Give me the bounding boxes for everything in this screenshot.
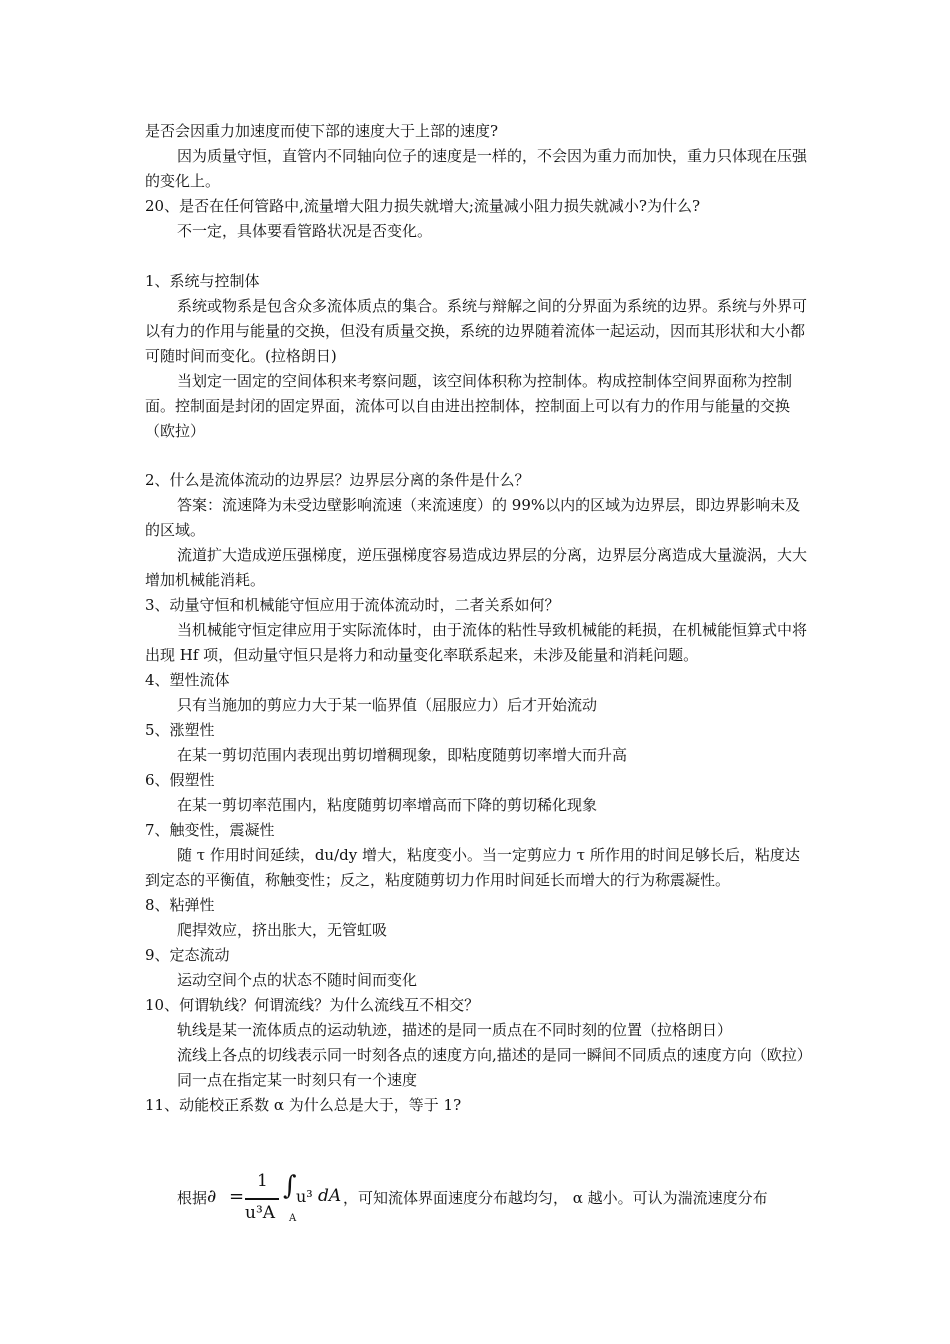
paragraph: 在某一剪切范围内表现出剪切增稠现象，即粘度随剪切率增大而升高: [177, 746, 628, 764]
integral-sign: ∫: [283, 1171, 297, 1201]
paragraph: 流道扩大造成逆压强梯度，逆压强梯度容易造成边界层的分离，边界层分离造成大量漩涡，大大增加机械能消耗。: [145, 546, 808, 589]
paragraph: 当机械能守恒定律应用于实际流体时，由于流体的粘性导致机械能的耗损，在机械能恒算式中将出现 Hf 项，但动量守恒只是将力和动量变化率联系起来，未涉及能量和消耗问题。: [145, 621, 808, 664]
formula-integrand: u³: [296, 1187, 313, 1206]
fraction-bar: [245, 1198, 279, 1200]
formula-suffix: ，可知流体界面速度分布越均匀， α 越小。可认为湍流速度分布: [343, 1189, 768, 1207]
formula-line: [177, 1170, 817, 1226]
paragraph: 答案：流速降为未受边壁影响流速（来流速度）的 99%以内的区域为边界层，即边界影响未及的区域。: [145, 496, 801, 539]
section-heading: 3、动量守恒和机械能守恒应用于流体流动时，二者关系如何？: [145, 596, 560, 614]
section-heading: 7、触变性，震凝性: [145, 821, 275, 839]
section-heading: 11、动能校正系数 α 为什么总是大于，等于 1?: [145, 1096, 462, 1114]
section-heading: 1、系统与控制体: [145, 272, 260, 290]
paragraph: 当划定一固定的空间体积来考察问题，该空间体积称为控制体。构成控制体空间界面称为控制面。控制面是封闭的固定界面，流体可以自由进出控制体，控制面上可以有力的作用与能量的交换（欧拉）: [145, 372, 793, 440]
formula-dA: dA: [318, 1186, 342, 1206]
paragraph: 同一点在指定某一时刻只有一个速度: [177, 1071, 418, 1089]
paragraph: 流线上各点的切线表示同一时刻各点的速度方向,描述的是同一瞬间不同质点的速度方向（欧拉）: [177, 1046, 812, 1064]
paragraph: 不一定，具体要看管路状况是否变化。: [177, 222, 433, 240]
section-heading: 9、定态流动: [145, 946, 230, 964]
question-heading: 20、是否在任何管路中,流量增大阻力损失就增大;流量减小阻力损失就减小?为什么?: [145, 197, 700, 215]
paragraph: 运动空间个点的状态不随时间而变化: [177, 971, 418, 989]
formula-prefix: 根据: [177, 1189, 208, 1207]
paragraph: 只有当施加的剪应力大于某一临界值（屈服应力）后才开始流动: [177, 696, 598, 714]
text-block-system: [145, 269, 810, 444]
formula-equals: =: [229, 1186, 245, 1207]
paragraph: 轨线是某一流体质点的运动轨迹，描述的是同一质点在不同时刻的位置（拉格朗日）: [177, 1021, 733, 1039]
paragraph: 因为质量守恒，直管内不同轴向位子的速度是一样的，不会因为重力而加快，重力只体现在压强的变化上。: [145, 147, 808, 190]
text-block-main: [145, 468, 810, 1118]
formula-partial: ∂: [207, 1186, 217, 1207]
section-heading: 10、何谓轨线？何谓流线？为什么流线互不相交？: [145, 996, 480, 1014]
paragraph: 随 τ 作用时间延续，du/dy 增大，粘度变小。当一定剪应力 τ 所作用的时间足够长后，粘度达到定态的平衡值，称触变性；反之，粘度随剪切力作用时间延长而增大的行为称震凝性。: [145, 846, 800, 889]
section-heading: 4、塑性流体: [145, 671, 230, 689]
section-heading: 8、粘弹性: [145, 896, 215, 914]
paragraph: 在某一剪切率范围内，粘度随剪切率增高而下降的剪切稀化现象: [177, 796, 598, 814]
paragraph: 是否会因重力加速度而使下部的速度大于上部的速度?: [145, 122, 499, 140]
section-heading: 6、假塑性: [145, 771, 215, 789]
paragraph: 系统或物系是包含众多流体质点的集合。系统与辩解之间的分界面为系统的边界。系统与外界可以有力的作用与能量的交换，但没有质量交换，系统的边界随着流体一起运动，因而其形状和大小都可随时间而变化。(拉格朗日): [145, 297, 808, 365]
formula-numerator: 1: [257, 1171, 268, 1191]
formula-denominator: u³A: [245, 1203, 276, 1223]
section-heading: 2、什么是流体流动的边界层？边界层分离的条件是什么？: [145, 471, 530, 489]
section-heading: 5、涨塑性: [145, 721, 215, 739]
text-block-intro: [145, 119, 810, 244]
paragraph: 爬捍效应，挤出胀大，无管虹吸: [177, 921, 388, 939]
integral-subscript: A: [289, 1213, 297, 1224]
